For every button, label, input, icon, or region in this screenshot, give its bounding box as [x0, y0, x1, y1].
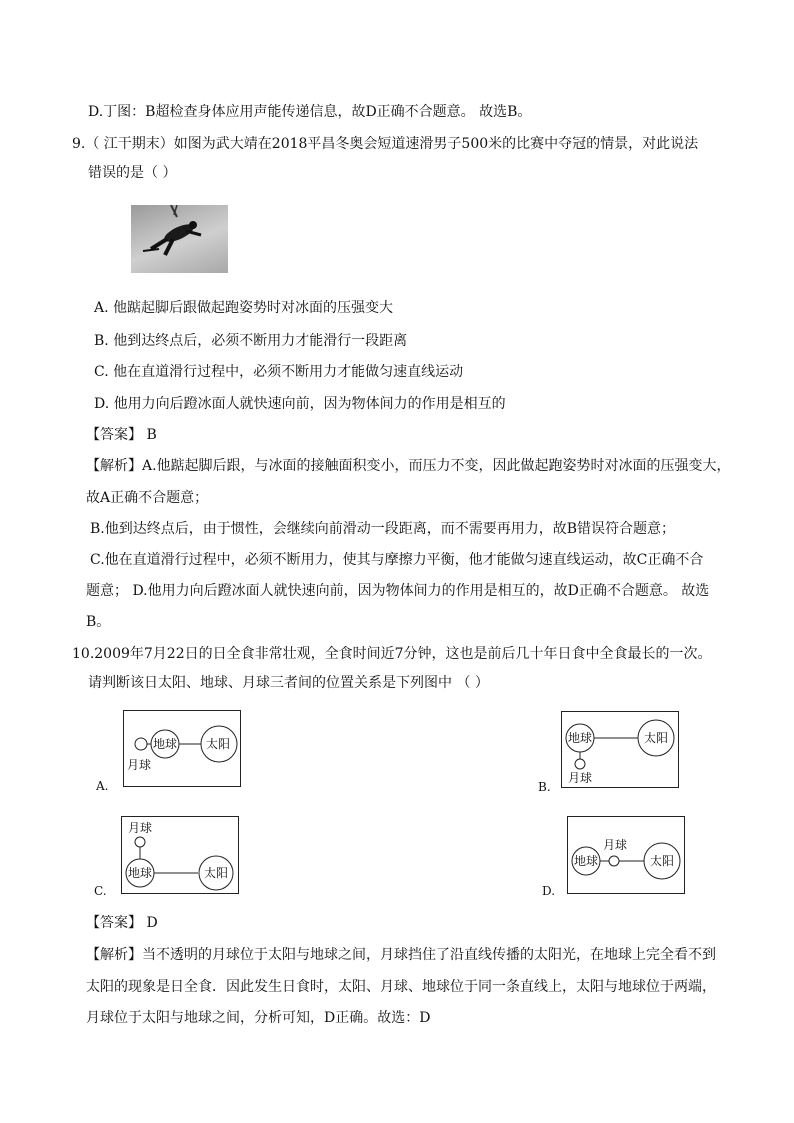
q10-answer: 【答案】 D [86, 915, 158, 931]
figure-d-moon-label: 月球 [603, 838, 628, 852]
figure-a-letter: A. [96, 779, 109, 793]
q9-stem-line1: 9.（ 江干期末）如图为武大靖在2018平昌冬奥会短道速滑男子500米的比赛中夺冠的情景，对此说法 [72, 136, 699, 152]
figure-b-moon-label: 月球 [568, 771, 593, 785]
skater-figure [131, 205, 228, 273]
q10-analysis-line1: 【解析】当不透明的月球位于太阳与地球之间，月球挡住了沿直线传播的太阳光，在地球上完全看不到 [86, 947, 716, 963]
q10-stem-line2: 请判断该日太阳、地球、月球三者间的位置关系是下列图中 （ ） [88, 675, 489, 691]
q9-option-b: B. 他到达终点后，必须不断用力才能滑行一段距离 [94, 333, 408, 349]
figure-b [561, 711, 679, 788]
q9-answer: 【答案】 B [86, 427, 157, 443]
q9-analysis-line6: B。 [86, 614, 111, 630]
q8-conclusion: D.丁图：B超检查身体应用声能传递信息，故D正确不合题意。 故选B。 [88, 104, 532, 120]
q10-analysis-line2: 太阳的现象是日全食．因此发生日食时，太阳、月球、地球位于同一条直线上，太阳与地球位于两端， [86, 979, 716, 995]
figure-a-moon-label: 月球 [127, 758, 152, 772]
q9-analysis-line2: 故A正确不合题意； [86, 490, 209, 506]
q10-stem-line1: 10.2009年7月22日的日全食非常壮观，全食时间近7分钟，这也是前后几十年日食中全食最长的一次。 [72, 646, 712, 662]
q9-option-a: A. 他踮起脚后跟做起跑姿势时对冰面的压强变大 [94, 300, 394, 316]
q9-option-c: C. 他在直道滑行过程中，必须不断用力才能做匀速直线运动 [94, 364, 464, 380]
q9-option-d: D. 他用力向后蹬冰面人就快速向前，因为物体间力的作用是相互的 [94, 396, 506, 412]
figure-b-letter: B. [538, 780, 551, 794]
figure-c-letter: C. [94, 884, 107, 898]
figure-b-sun-label: 太阳 [644, 731, 669, 745]
figure-c-moon-label: 月球 [128, 821, 153, 835]
q9-analysis-line3: B.他到达终点后，由于惯性，会继续向前滑动一段距离，而不需要再用力，故B错误符合题意； [90, 521, 676, 537]
figure-c-earth-label: 地球 [128, 866, 153, 880]
q9-analysis-line4: C.他在直道滑行过程中，必须不断用力，使其与摩擦力平衡，他才能做匀速直线运动，故C正确不合 [90, 552, 704, 568]
q10-analysis-line3: 月球位于太阳与地球之间，分析可知，D正确。故选：D [86, 1010, 431, 1026]
figure-a-earth-label: 地球 [153, 737, 178, 751]
figure-a-sun-label: 太阳 [206, 737, 231, 751]
figure-d-earth-label: 地球 [574, 854, 599, 868]
figure-d-sun-label: 太阳 [650, 854, 675, 868]
q9-analysis-line5: 题意； D.他用力向后蹬冰面人就快速向前，因为物体间力的作用是相互的，故D正确不合题意。 故选 [86, 583, 710, 599]
figure-a [123, 710, 241, 787]
q9-analysis-line1: 【解析】A.他踮起脚后跟，与冰面的接触面积变小，而压力不变，因此做起跑姿势时对冰面的压强变大， [86, 458, 731, 474]
figure-d-letter: D. [542, 884, 556, 898]
speed-skater-photo [131, 205, 228, 273]
figure-b-earth-label: 地球 [568, 731, 593, 745]
figure-c-sun-label: 太阳 [204, 866, 229, 880]
figure-c [121, 816, 239, 894]
q9-stem-line2: 错误的是（ ） [88, 165, 177, 181]
figure-d [567, 816, 685, 894]
